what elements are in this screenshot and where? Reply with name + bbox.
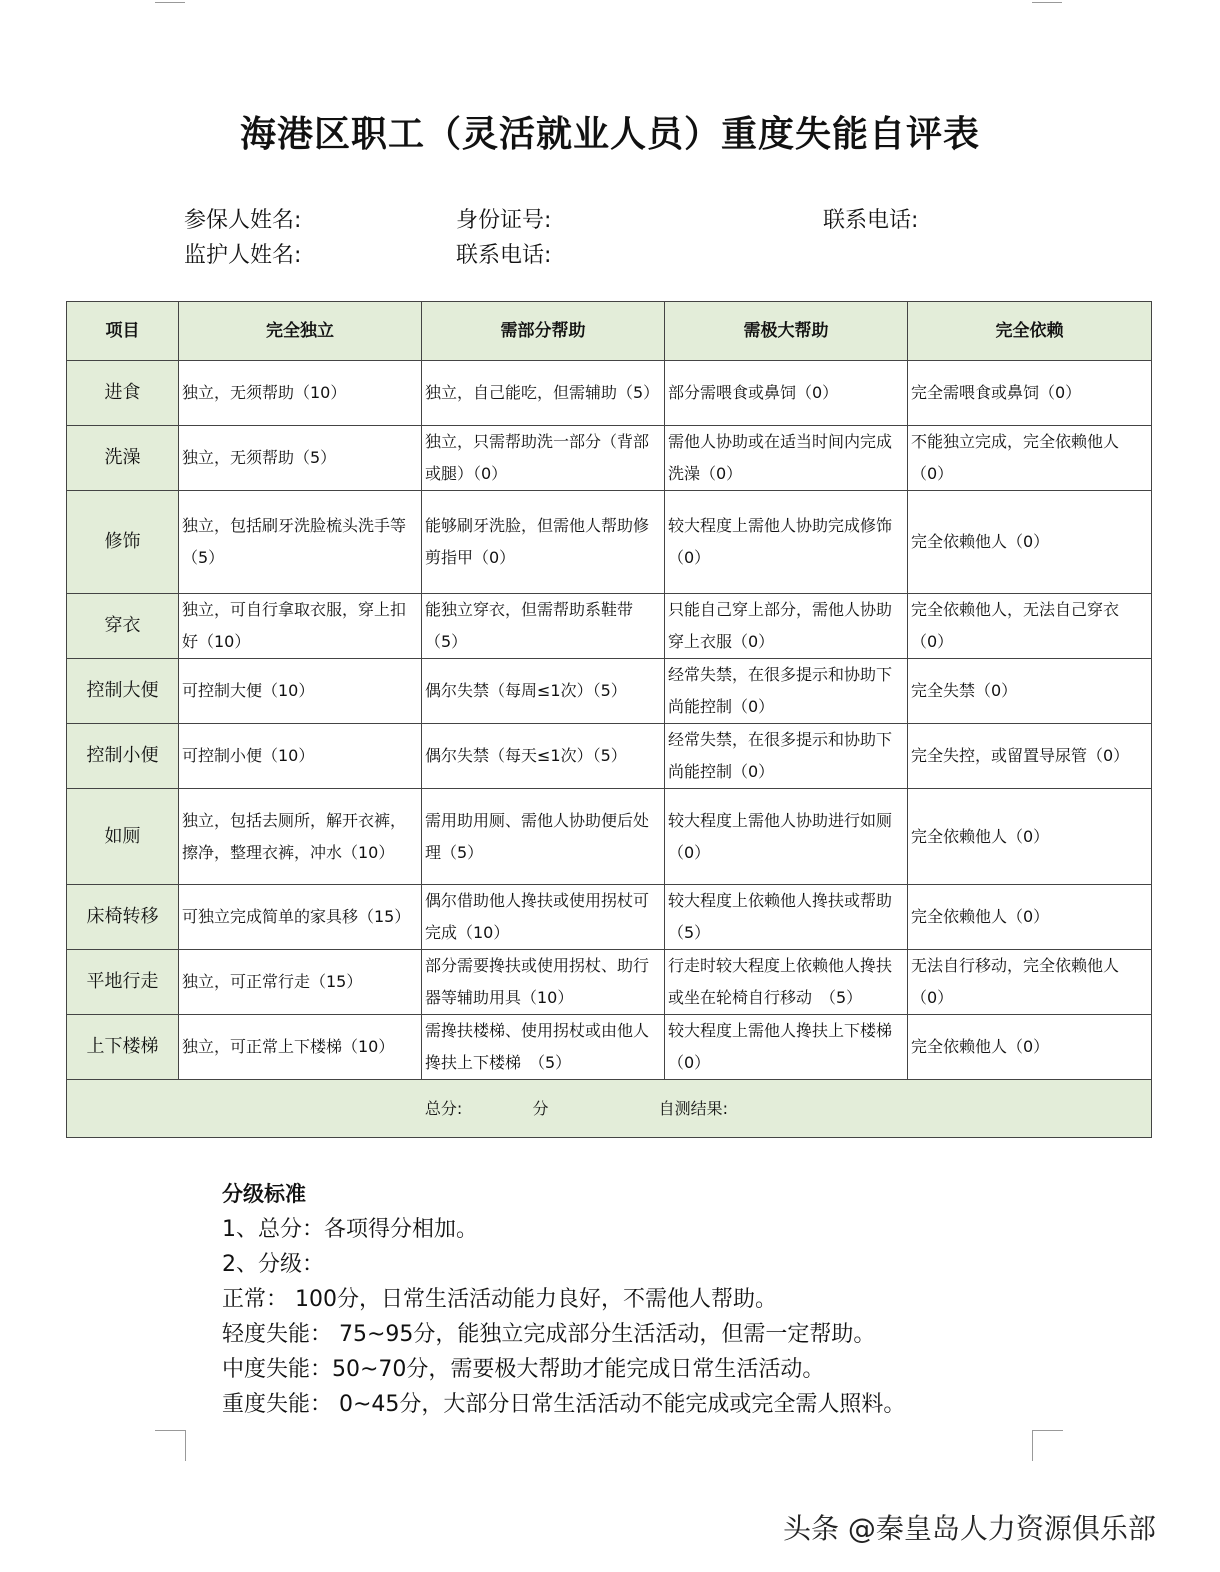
cell-partial-help: 部分需要搀扶或使用拐杖、助行器等辅助用具（10）: [422, 950, 665, 1015]
cell-major-help: 只能自己穿上部分，需他人协助穿上衣服（0）: [665, 594, 908, 659]
guardian-name-label: 监护人姓名:: [184, 243, 302, 268]
row-item-label: 穿衣: [67, 594, 179, 659]
cell-major-help: 较大程度上需他人协助进行如厕（0）: [665, 789, 908, 885]
watermark: 头条 @秦皇岛人力资源俱乐部: [783, 1512, 1156, 1545]
header-major-help: 需极大帮助: [665, 302, 908, 361]
table-row: [67, 426, 1152, 491]
cell-dependent: 完全依赖他人，无法自己穿衣（0）: [908, 594, 1152, 659]
table-row: [67, 724, 1152, 789]
table-row: [67, 885, 1152, 950]
criteria-heading: 分级标准: [222, 1182, 306, 1206]
grading-criteria: [222, 1177, 905, 1422]
row-item-label: 控制大便: [67, 659, 179, 724]
cell-major-help: 经常失禁，在很多提示和协助下尚能控制（0）: [665, 724, 908, 789]
cell-dependent: 完全依赖他人（0）: [908, 491, 1152, 594]
criteria-line: 中度失能：50~70分，需要极大帮助才能完成日常生活活动。: [222, 1357, 825, 1382]
table-row: [67, 789, 1152, 885]
cell-major-help: 需他人协助或在适当时间内完成洗澡（0）: [665, 426, 908, 491]
header-dependent: 完全依赖: [908, 302, 1152, 361]
cell-independent: 独立，可正常行走（15）: [179, 950, 422, 1015]
row-item-label: 洗澡: [67, 426, 179, 491]
table-row: [67, 491, 1152, 594]
crop-mark-bottom-right: [1032, 1430, 1063, 1461]
assessment-table: [66, 301, 1152, 1138]
cell-independent: 独立，包括去厕所，解开衣裤，擦净，整理衣裤，冲水（10）: [179, 789, 422, 885]
table-footer-row: [67, 1080, 1152, 1138]
criteria-line: 1、总分：各项得分相加。: [222, 1217, 478, 1242]
row-item-label: 平地行走: [67, 950, 179, 1015]
cell-partial-help: 能独立穿衣，但需帮助系鞋带（5）: [422, 594, 665, 659]
table-row: [67, 659, 1152, 724]
cell-independent: 独立，无须帮助（10）: [179, 361, 422, 426]
phone-label-2: 联系电话:: [456, 243, 552, 268]
cell-major-help: 行走时较大程度上依赖他人搀扶或坐在轮椅自行移动 （5）: [665, 950, 908, 1015]
cell-major-help: 较大程度上需他人协助完成修饰（0）: [665, 491, 908, 594]
cell-independent: 独立，无须帮助（5）: [179, 426, 422, 491]
criteria-line: 2、分级：: [222, 1252, 324, 1277]
crop-mark-top-left: [155, 0, 185, 3]
footer-cell: [67, 1080, 1152, 1138]
cell-partial-help: 独立，只需帮助洗一部分（背部或腿）（0）: [422, 426, 665, 491]
table-header-row: [67, 302, 1152, 361]
cell-dependent: 完全依赖他人（0）: [908, 789, 1152, 885]
cell-dependent: 完全需喂食或鼻饲（0）: [908, 361, 1152, 426]
cell-dependent: 不能独立完成，完全依赖他人（0）: [908, 426, 1152, 491]
insured-name-label: 参保人姓名:: [184, 208, 302, 233]
cell-independent: 独立，包括刷牙洗脸梳头洗手等（5）: [179, 491, 422, 594]
cell-dependent: 完全失控，或留置导尿管（0）: [908, 724, 1152, 789]
cell-partial-help: 偶尔借助他人搀扶或使用拐杖可完成（10）: [422, 885, 665, 950]
cell-independent: 独立，可正常上下楼梯（10）: [179, 1015, 422, 1080]
score-unit: 分: [532, 1098, 549, 1118]
table-row: [67, 1015, 1152, 1080]
total-label: 总分:: [424, 1098, 463, 1118]
row-item-label: 控制小便: [67, 724, 179, 789]
table-row: [67, 361, 1152, 426]
header-independent: 完全独立: [179, 302, 422, 361]
cell-independent: 可控制小便（10）: [179, 724, 422, 789]
header-partial-help: 需部分帮助: [422, 302, 665, 361]
criteria-line: 重度失能： 0~45分，大部分日常生活活动不能完成或完全需人照料。: [222, 1392, 906, 1417]
cell-dependent: 完全失禁（0）: [908, 659, 1152, 724]
cell-dependent: 无法自行移动，完全依赖他人（0）: [908, 950, 1152, 1015]
cell-independent: 可独立完成简单的家具移（15）: [179, 885, 422, 950]
cell-independent: 独立，可自行拿取衣服，穿上扣好（10）: [179, 594, 422, 659]
row-item-label: 修饰: [67, 491, 179, 594]
row-item-label: 如厕: [67, 789, 179, 885]
cell-partial-help: 需用助用厕、需他人协助便后处理（5）: [422, 789, 665, 885]
cell-partial-help: 需搀扶楼梯、使用拐杖或由他人搀扶上下楼梯 （5）: [422, 1015, 665, 1080]
id-number-label: 身份证号:: [456, 208, 552, 233]
row-item-label: 进食: [67, 361, 179, 426]
header-item: 项目: [67, 302, 179, 361]
row-item-label: 床椅转移: [67, 885, 179, 950]
cell-major-help: 部分需喂食或鼻饲（0）: [665, 361, 908, 426]
table-row: [67, 950, 1152, 1015]
page-title: 海港区职工（灵活就业人员）重度失能自评表: [239, 114, 980, 155]
criteria-line: 轻度失能： 75~95分，能独立完成部分生活活动，但需一定帮助。: [222, 1322, 876, 1347]
cell-partial-help: 独立，自己能吃，但需辅助（5）: [422, 361, 665, 426]
criteria-line: 正常： 100分，日常生活活动能力良好，不需他人帮助。: [222, 1287, 777, 1312]
crop-mark-bottom-left: [155, 1430, 186, 1461]
cell-major-help: 较大程度上依赖他人搀扶或帮助（5）: [665, 885, 908, 950]
cell-independent: 可控制大便（10）: [179, 659, 422, 724]
cell-partial-help: 能够刷牙洗脸，但需他人帮助修剪指甲（0）: [422, 491, 665, 594]
cell-major-help: 经常失禁，在很多提示和协助下尚能控制（0）: [665, 659, 908, 724]
result-label: 自测结果:: [658, 1098, 729, 1118]
cell-partial-help: 偶尔失禁（每周≤1次）（5）: [422, 659, 665, 724]
cell-partial-help: 偶尔失禁（每天≤1次）（5）: [422, 724, 665, 789]
row-item-label: 上下楼梯: [67, 1015, 179, 1080]
phone-label-1: 联系电话:: [823, 208, 919, 233]
cell-dependent: 完全依赖他人（0）: [908, 885, 1152, 950]
crop-mark-top-right: [1032, 0, 1062, 3]
cell-dependent: 完全依赖他人（0）: [908, 1015, 1152, 1080]
cell-major-help: 较大程度上需他人搀扶上下楼梯（0）: [665, 1015, 908, 1080]
table-row: [67, 594, 1152, 659]
